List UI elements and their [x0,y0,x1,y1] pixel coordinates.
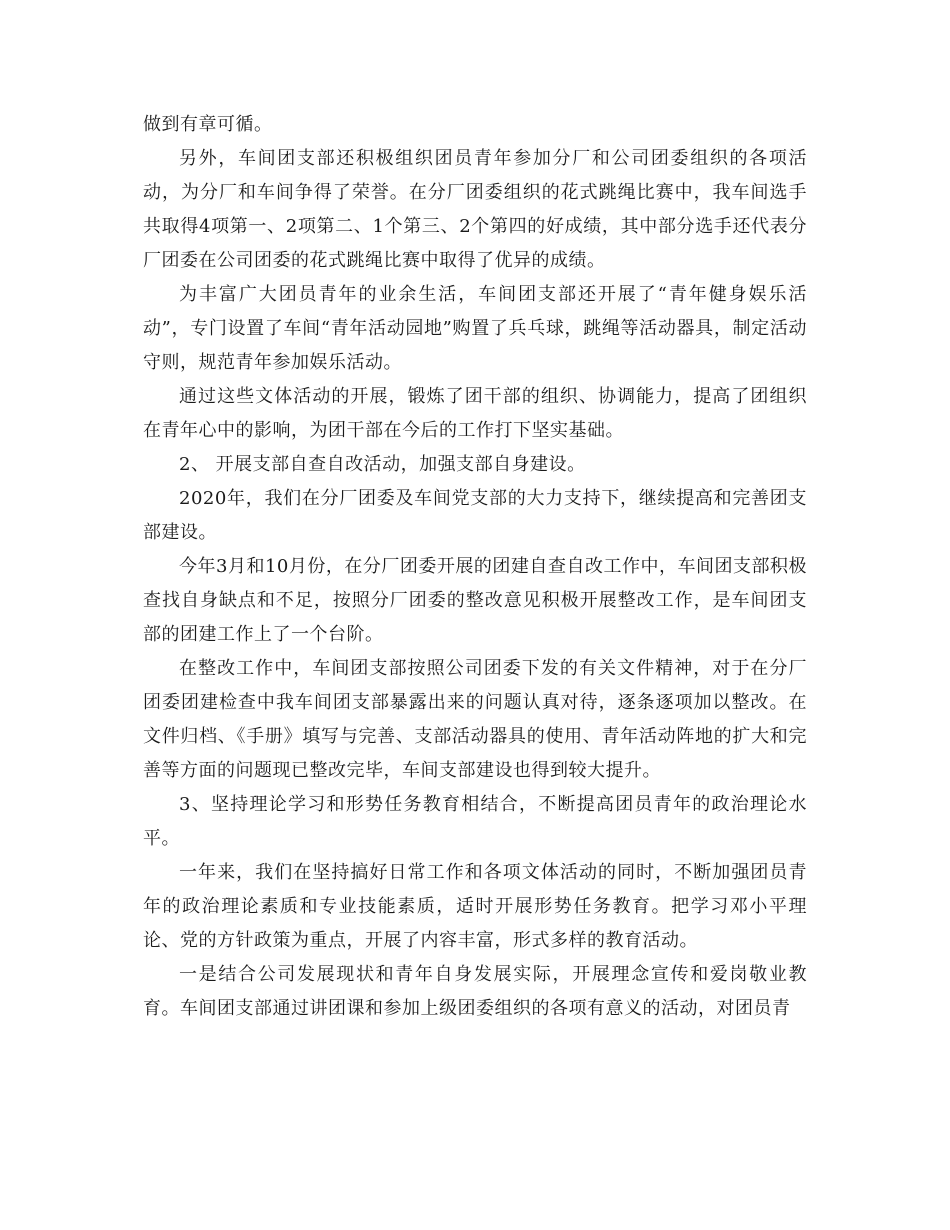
paragraph-7: 今年3月和10月份，在分厂团委开展的团建自查自改工作中，车间团支部积极查找自身缺点和不足，按照分厂团委的整改意见积极开展整改工作，是车间团支部的团建工作上了一个台阶。 [143,556,807,645]
section-heading-2: 2、 开展支部自查自改活动，加强支部自身建设。 [179,454,586,475]
paragraph-6: 2020年，我们在分厂团委及车间党支部的大力支持下，继续提高和完善团支部建设。 [143,488,807,543]
paragraph-8: 在整改工作中，车间团支部按照公司团委下发的有关文件精神，对于在分厂团委团建检查中我车间团支部暴露出来的问题认真对待，逐条逐项加以整改。在文件归档、《手册》填写与完善、支部活动器具的使用、青年活动阵地的扩大和完善等方面的问题现已整改完毕，车间支部建设也得到较大提升。 [143,658,807,781]
document-body [143,108,807,1026]
paragraph-4: 通过这些文体活动的开展，锻炼了团干部的组织、协调能力，提高了团组织在青年心中的影响，为团干部在今后的工作打下坚实基础。 [143,386,807,441]
paragraph-10: 一年来，我们在坚持搞好日常工作和各项文体活动的同时，不断加强团员青年的政治理论素质和专业技能素质，适时开展形势任务教育。把学习邓小平理论、党的方针政策为重点，开展了内容丰富，形式多样的教育活动。 [143,862,807,951]
paragraph-2: 另外，车间团支部还积极组织团员青年参加分厂和公司团委组织的各项活动，为分厂和车间争得了荣誉。在分厂团委组织的花式跳绳比赛中，我车间选手共取得4项第一、2项第二、1个第三、2个第四的好成绩，其中部分选手还代表分厂团委在公司团委的花式跳绳比赛中取得了优异的成绩。 [143,148,807,271]
paragraph-11: 一是结合公司发展现状和青年自身发展实际，开展理念宣传和爱岗敬业教育。车间团支部通过讲团课和参加上级团委组织的各项有意义的活动，对团员青 [143,964,807,1019]
section-heading-3: 3、坚持理论学习和形势任务教育相结合，不断提高团员青年的政治理论水平。 [143,794,807,849]
paragraph-3: 为丰富广大团员青年的业余生活，车间团支部还开展了“青年健身娱乐活动”，专门设置了车间“青年活动园地”购置了兵乓球，跳绳等活动器具，制定活动守则，规范青年参加娱乐活动。 [143,284,807,373]
paragraph-1: 做到有章可循。 [143,114,273,135]
